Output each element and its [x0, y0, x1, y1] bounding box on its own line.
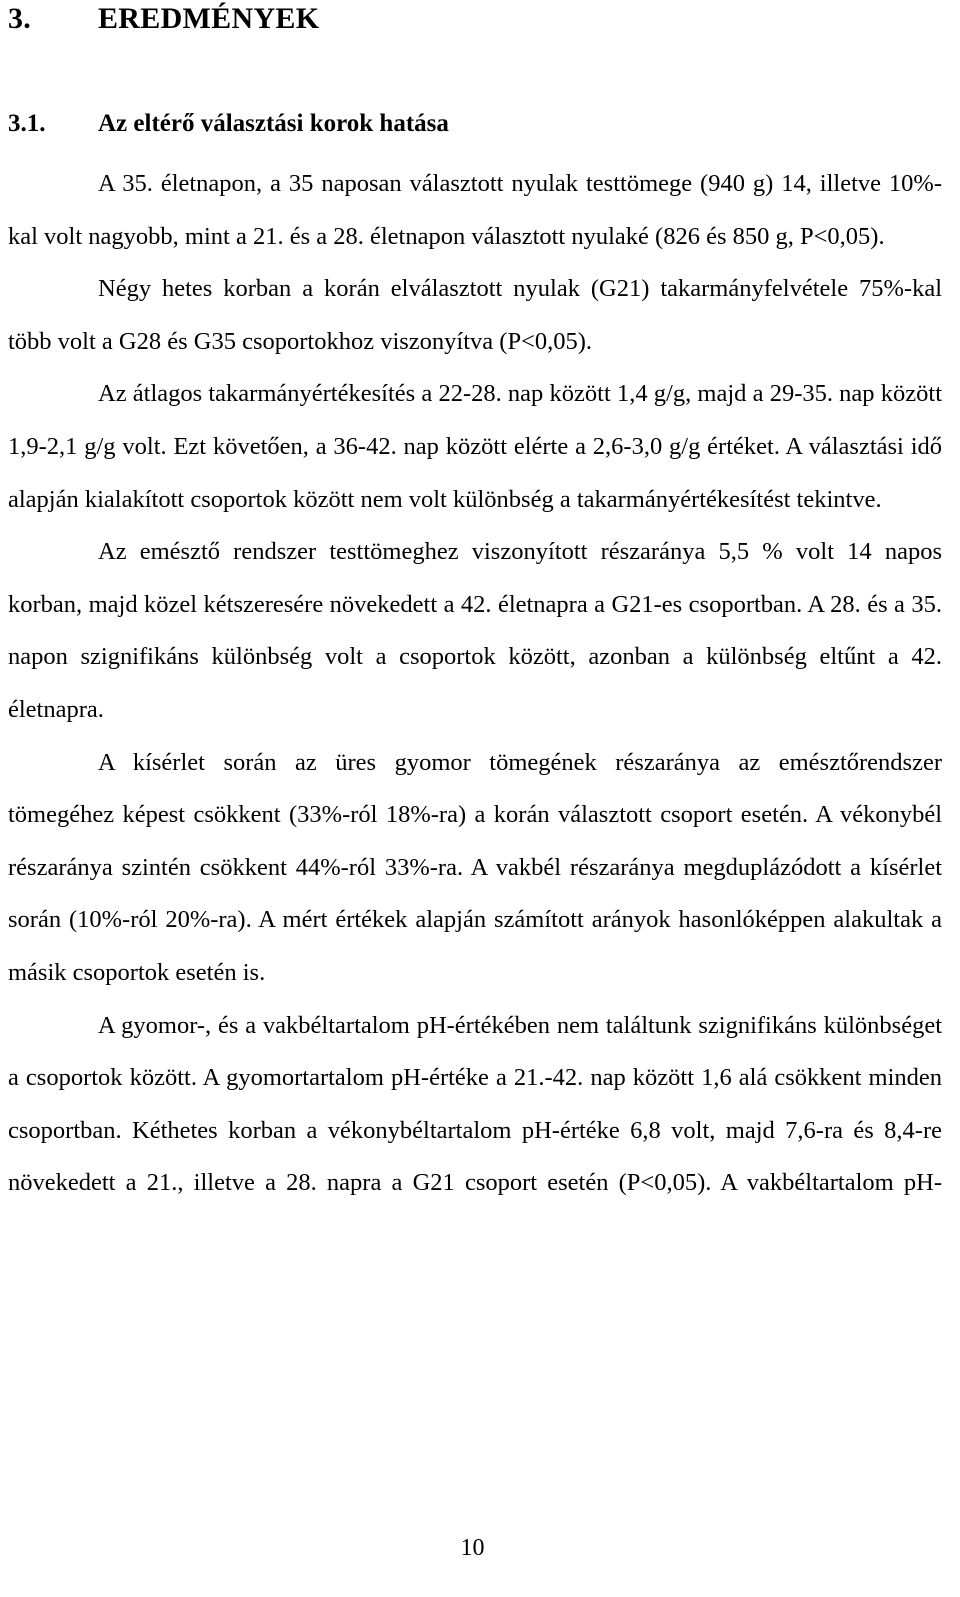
body-text	[8, 158, 942, 1210]
paragraph-feed-conversion: Az átlagos takarmányértékesítés a 22-28. nap között 1,4 g/g, majd a 29-35. nap között 1,9-2,1 g/g volt. Ezt követően, a 36-42. nap között elérte a 2,6-3,0 g/g értéket. A választási idő alapján kialakított csoportok között nem volt különbség a takarmányértékesítést tekintve.	[8, 380, 942, 513]
chapter-title: EREDMÉNYEK	[98, 2, 320, 35]
section-number: 3.1.	[8, 110, 46, 137]
paragraph-weights: A 35. életnapon, a 35 naposan választott nyulak testtömege (940 g) 14, illetve 10%-kal volt nagyobb, mint a 21. és a 28. életnapon választott nyulaké (826 és 850 g, P<0,05).	[8, 170, 942, 250]
paragraph-stomach-proportion: A kísérlet során az üres gyomor tömegének részaránya az emésztőrendszer tömegéhez képest csökkent (33%-ról 18%-ra) a korán választott csoport esetén. A vékonybél részaránya szintén csökkent 44%-ról 33%-ra. A vakbél részaránya megduplázódott a kísérlet során (10%-ról 20%-ra). A mért értékek alapján számított arányok hasonlóképpen alakultak a másik csoportok esetén is.	[8, 748, 942, 986]
section-heading	[8, 110, 449, 138]
chapter-heading	[8, 2, 319, 36]
paragraph-feed-intake: Négy hetes korban a korán elválasztott nyulak (G21) takarmányfelvétele 75%-kal több volt a G28 és G35 csoportokhoz viszonyítva (P<0,05).	[8, 275, 942, 355]
section-title: Az eltérő választási korok hatása	[98, 110, 449, 137]
paragraph-ph-values: A gyomor-, és a vakbéltartalom pH-értékében nem találtunk szignifikáns különbséget a csoportok között. A gyomortartalom pH-értéke a 21.-42. nap között 1,6 alá csökkent minden csoportban. Kéthetes korban a vékonybéltartalom pH-értéke 6,8 volt, majd 7,6-ra és 8,4-re növekedett a 21., illetve a 28. napra a G21 csoport esetén (P<0,05). A vakbéltartalom pH-	[8, 1011, 942, 1197]
page-number: 10	[460, 1535, 485, 1561]
chapter-number: 3.	[8, 2, 32, 35]
paragraph-digestive-tract: Az emésztő rendszer testtömeghez viszonyított részaránya 5,5 % volt 14 napos korban, majd közel kétszeresére növekedett a 42. életnapra a G21-es csoportban. A 28. és a 35. napon szignifikáns különbség volt a csoportok között, azonban a különbség eltűnt a 42. életnapra.	[8, 538, 942, 723]
